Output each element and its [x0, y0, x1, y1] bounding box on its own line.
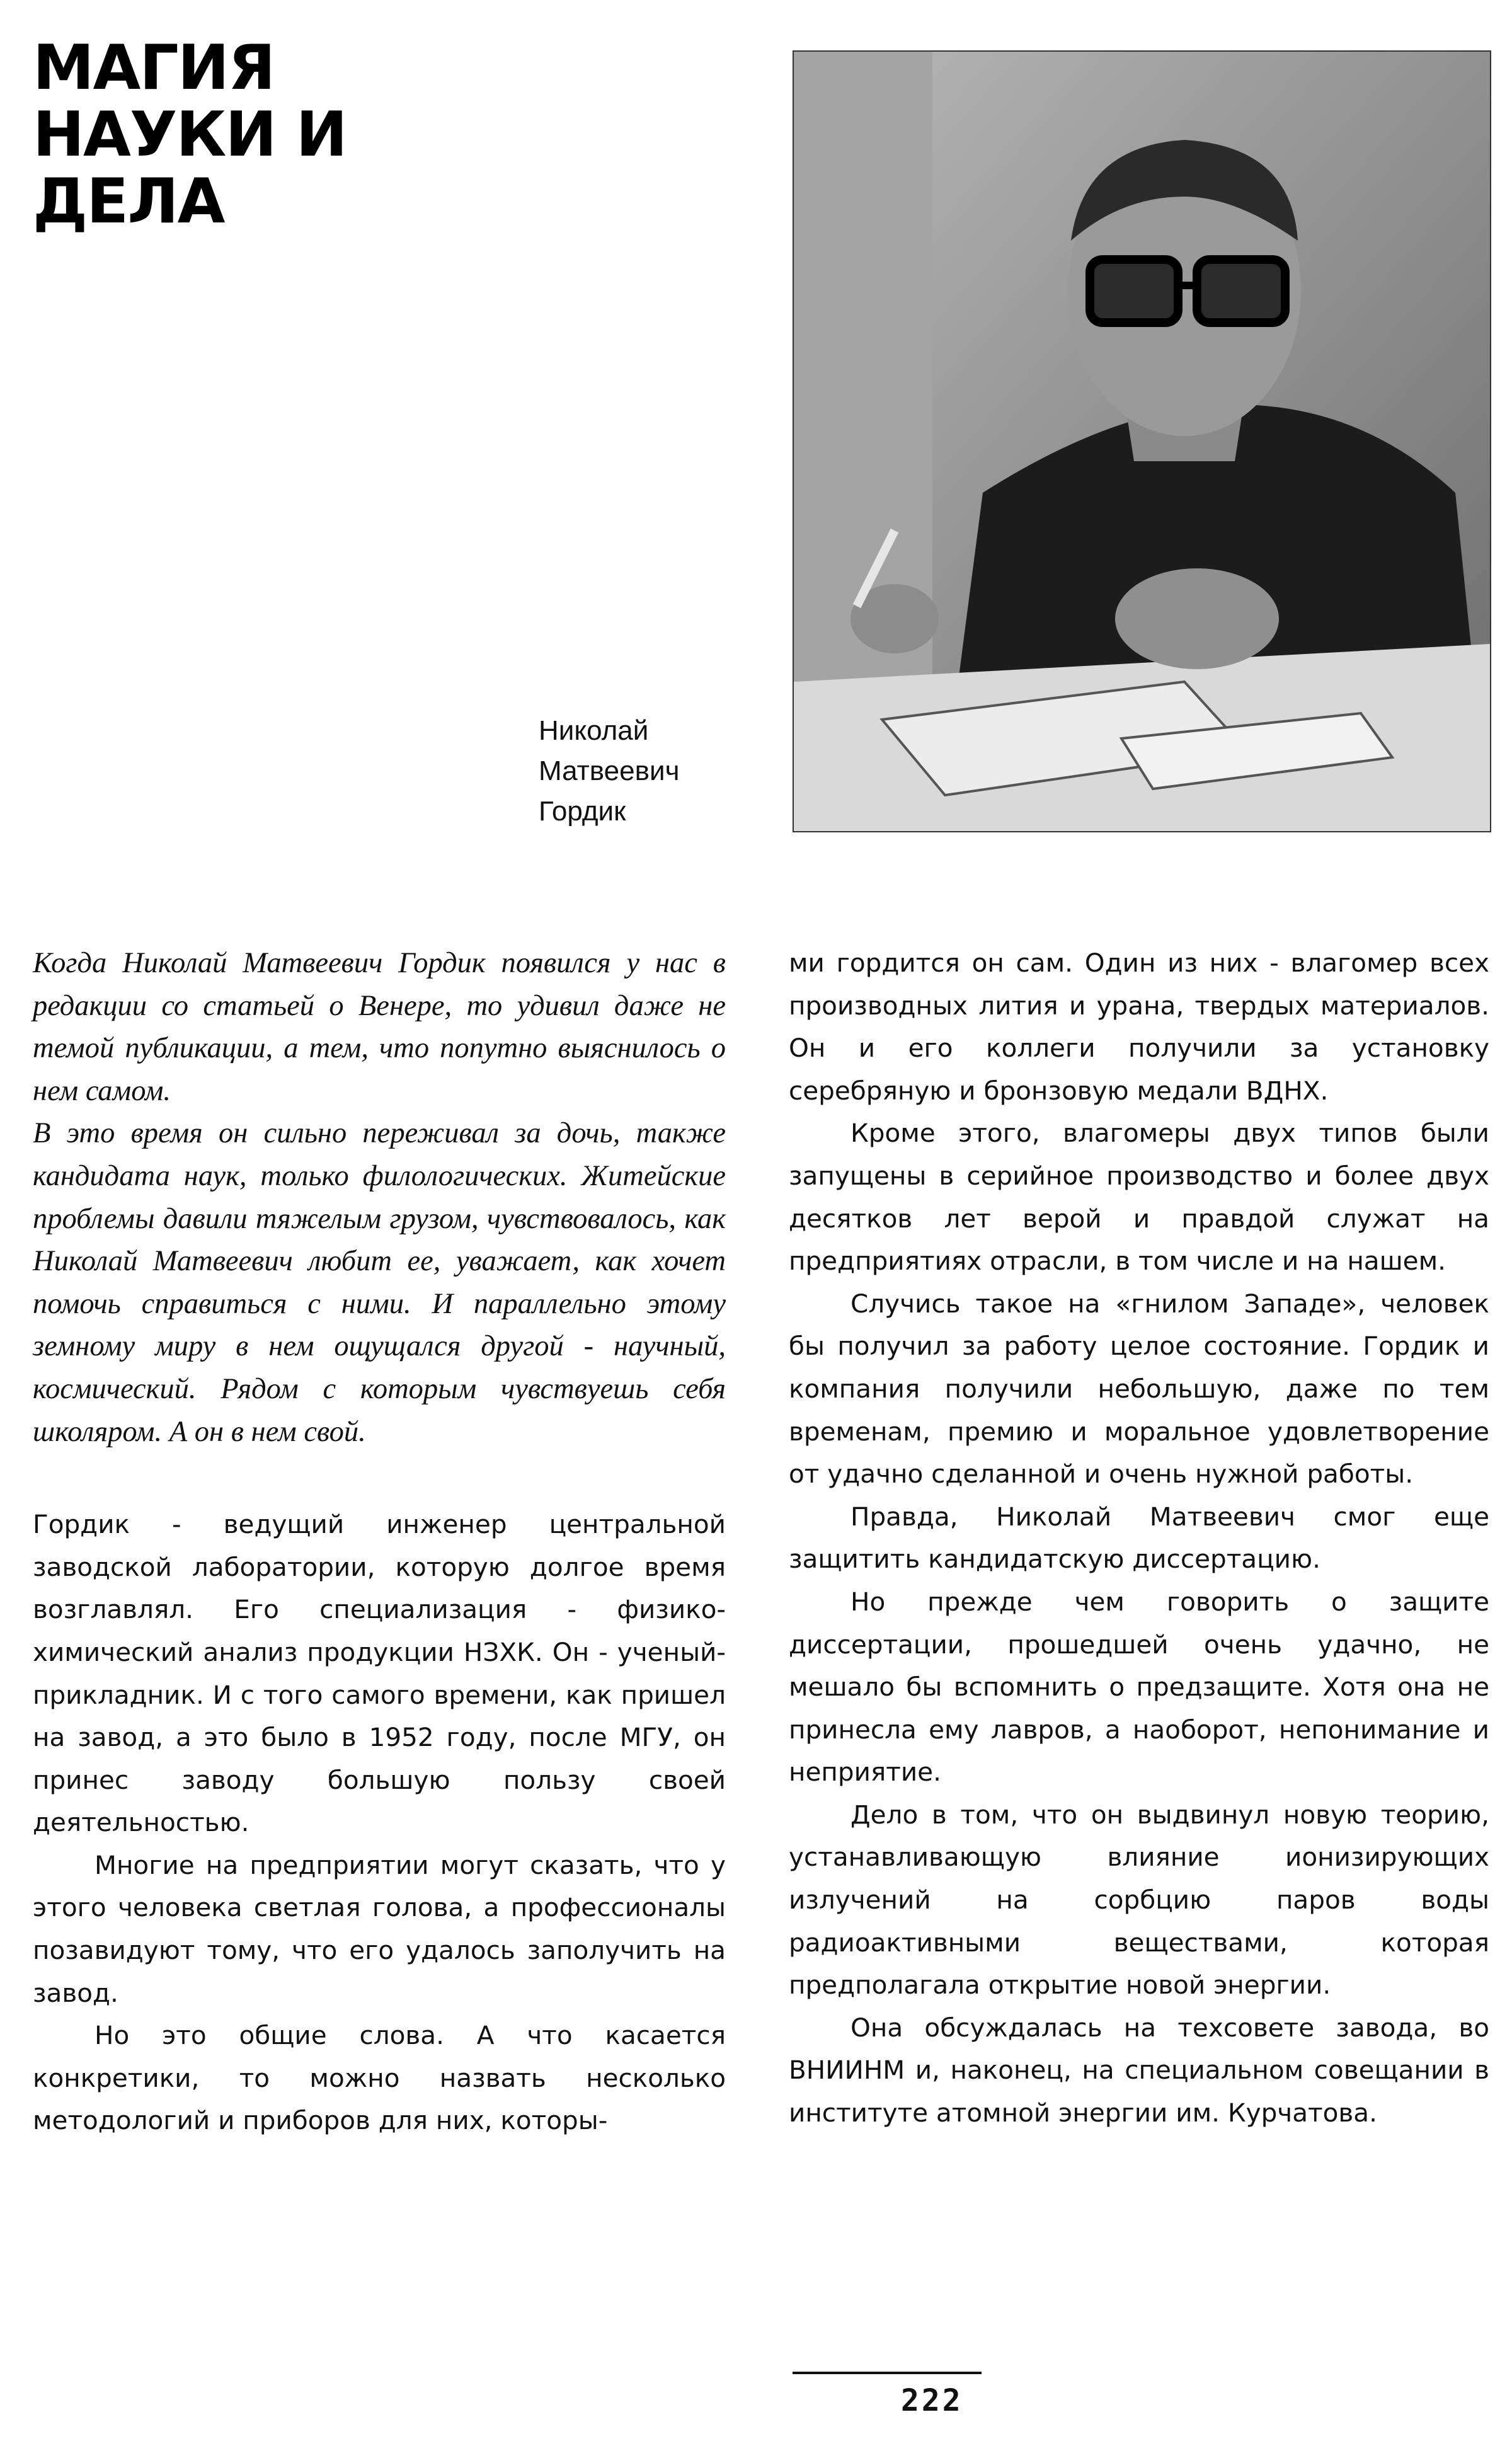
title-line: МАГИЯ: [33, 32, 275, 104]
body-paragraph: Дело в том, что он выдвинул новую теорию, устанавливающую влияние ионизирующих излучений на сорбцию паров воды радиоактивными веществами, которая предполагала открытие новой энергии.: [789, 1799, 1489, 2001]
lead-paragraph: В это время он сильно переживал за дочь, также кандидата наук, только филологических. Житейские проблемы давили тяжелым грузом, чувствовалось, как Николай Матвеевич любит ее, уважает, как хочет помочь справиться с ними. И параллельно этому земному миру в нем ощущался другой - научный, космический. Рядом с которым чувствуешь себя школяром. А он в нем свой.: [33, 1117, 726, 1448]
body-paragraph: Многие на предприятии могут сказать, что у этого человека светлая голова, а профессионалы позавидуют тому, что его удалось заполучить на завод.: [33, 1849, 726, 2008]
caption-line: Николай: [539, 715, 649, 746]
left-column: [33, 942, 726, 2142]
body-paragraph: Но прежде чем говорить о защите диссертации, прошедшей очень удачно, не мешало бы вспомнить о предзащите. Хотя она не принесла ему лавров, а наоборот, непонимание и неприятие.: [789, 1586, 1489, 1788]
title-line: ДЕЛА: [33, 166, 224, 238]
article-lead: [33, 942, 726, 1453]
lead-paragraph: Когда Николай Матвеевич Гордик появился у нас в редакции со статьей о Венере, то удивил даже не темой публикации, а тем, что попутно выяснилось о нем самом.: [33, 947, 726, 1107]
caption-line: Матвеевич: [539, 755, 680, 786]
title-line: НАУКИ И: [33, 99, 346, 171]
body-paragraph: Но это общие слова. А что касается конкретики, то можно назвать несколько методологий и приборов для них, которы-: [33, 2020, 726, 2136]
body-paragraph: Кроме этого, влагомеры двух типов были запущены в серийное производство и более двух десятков лет верой и правдой служат на предприятиях отрасли, в том числе и на нашем.: [789, 1118, 1489, 1277]
article-title: [33, 32, 348, 238]
photo-caption: [539, 711, 747, 832]
body-paragraph: Она обсуждалась на техсовете завода, во ВНИИНМ и, наконец, на специальном совещании в институте атомной энергии им. Курчатова.: [789, 2012, 1489, 2128]
portrait-illustration: [794, 52, 1490, 831]
right-column: [789, 942, 1489, 2135]
portrait-photo: [793, 50, 1491, 832]
body-paragraph: Случись такое на «гнилом Западе», человек бы получил за работу целое состояние. Гордик и компания получили небольшую, даже по тем временам, премию и моральное удовлетворение от удачно сделанной и очень нужной работы.: [789, 1288, 1489, 1490]
page-number: 222: [901, 2383, 963, 2418]
footer-rule: [793, 2372, 982, 2374]
caption-line: Гордик: [539, 796, 626, 827]
body-paragraph: ми гордится он сам. Один из них - влагомер всех производных лития и урана, твердых материалов. Он и его коллеги получили за установку серебряную и бронзовую медали ВДНХ.: [789, 948, 1489, 1106]
body-paragraph: Правда, Николай Матвеевич смог еще защитить кандидатскую диссертацию.: [789, 1501, 1489, 1575]
body-paragraph: Гордик - ведущий инженер центральной заводской лаборатории, которую долгое время возглавлял. Его специализация - физико-химический анализ продукции НЗХК. Он - ученый-прикладник. И с того самого времени, как пришел на завод, а это было в 1952 году, после МГУ, он принес заводу большую пользу своей деятельностью.: [33, 1509, 726, 1838]
